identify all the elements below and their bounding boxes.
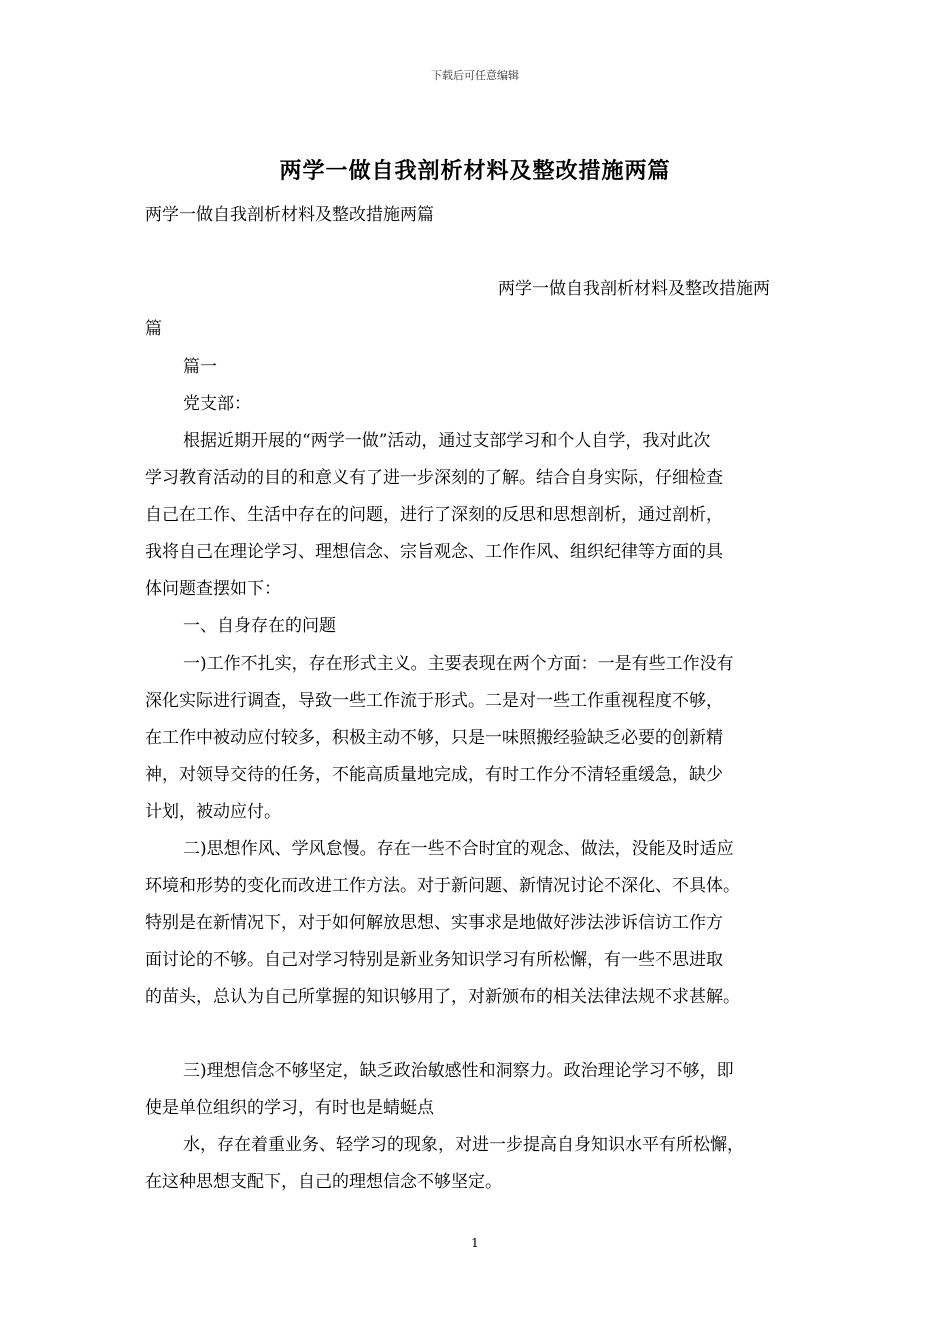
document-subtitle: 两学一做自我剖析材料及整改措施两篇 — [145, 205, 434, 225]
right-title-tail: 篇 — [145, 319, 162, 339]
para2-line: 深化实际进行调查，导致一些工作流于形式。二是对一些工作重视程度不够， — [145, 691, 723, 711]
para5-line: 在这种思想支配下，自己的理想信念不够坚定。 — [145, 1172, 502, 1192]
right-aligned-title: 两学一做自我剖析材料及整改措施两 — [498, 279, 770, 299]
para3-line: 特别是在新情况下，对于如何解放思想、实事求是地做好涉法涉诉信访工作方 — [145, 913, 723, 933]
para1-line: 学习教育活动的目的和意义有了进一步深刻的了解。结合自身实际，仔细检查 — [145, 468, 723, 488]
para3-line: 的苗头，总认为自己所掌握的知识够用了，对新颁布的相关法律法规不求甚解。 — [145, 987, 740, 1007]
para1-line: 根据近期开展的“两学一做”活动，通过支部学习和个人自学，我对此次 — [183, 431, 711, 451]
para3-line: 二)思想作风、学风怠慢。存在一些不合时宜的观念、做法，没能及时适应 — [183, 839, 734, 859]
page-number: 1 — [471, 1236, 479, 1250]
para1-line: 体问题查摆如下： — [145, 579, 281, 599]
document-title: 两学一做自我剖析材料及整改措施两篇 — [279, 158, 671, 184]
para4-line: 三)理想信念不够坚定，缺乏政治敏感性和洞察力。政治理论学习不够，即 — [183, 1061, 734, 1081]
header-note: 下载后可任意编辑 — [431, 69, 519, 82]
para2-line: 一)工作不扎实，存在形式主义。主要表现在两个方面：一是有些工作没有 — [183, 654, 734, 674]
para1-line: 自己在工作、生活中存在的问题，进行了深刻的反思和思想剖析，通过剖析， — [145, 505, 723, 525]
para4-line: 使是单位组织的学习，有时也是蜻蜓点 — [145, 1098, 434, 1118]
salutation: 党支部： — [183, 394, 251, 414]
para3-line: 面讨论的不够。自己对学习特别是新业务知识学习有所松懈，有一些不思进取 — [145, 950, 723, 970]
para2-line: 在工作中被动应付较多，积极主动不够，只是一味照搬经验缺乏必要的创新精 — [145, 728, 723, 748]
section-label: 篇一 — [183, 357, 217, 377]
para5-line: 水，存在着重业务、轻学习的现象，对进一步提高自身知识水平有所松懈， — [183, 1135, 744, 1155]
para1-line: 我将自己在理论学习、理想信念、宗旨观念、工作作风、组织纪律等方面的具 — [145, 542, 723, 562]
para2-line: 神，对领导交待的任务，不能高质量地完成，有时工作分不清轻重缓急，缺少 — [145, 765, 723, 785]
para3-line: 环境和形势的变化而改进工作方法。对于新问题、新情况讨论不深化、不具体。 — [145, 876, 740, 896]
heading-problems: 一、自身存在的问题 — [183, 616, 336, 636]
para2-line: 计划，被动应付。 — [145, 802, 281, 822]
